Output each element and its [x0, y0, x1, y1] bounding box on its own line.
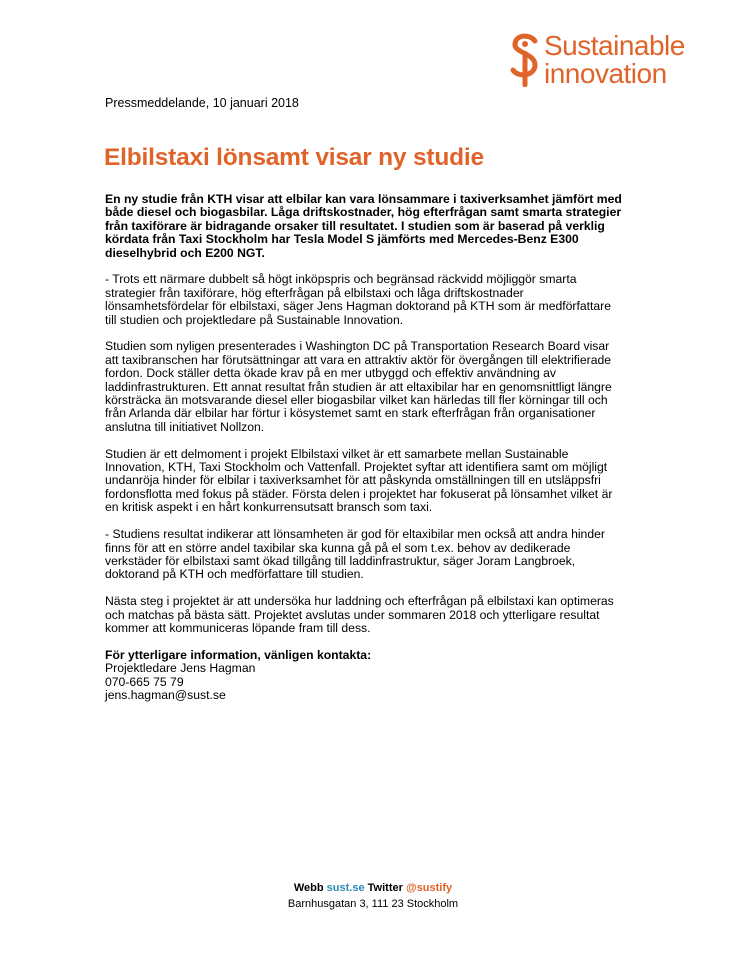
- contact-phone: 070-665 75 79: [105, 674, 184, 689]
- contact-email: jens.hagman@sust.se: [105, 687, 226, 702]
- contact-block: [105, 649, 625, 703]
- footer-web-label: Webb: [293, 882, 324, 894]
- logo-mark-icon: [508, 32, 542, 90]
- body-paragraph: - Studiens resultat indikerar att lönsamheten är god för eltaxibilar men också att andra hinder finns för att en större andel taxibilar ska kunna gå på el som t.ex. behov av dedikerade verkstäder för elbilstaxi samt ökad tillgång till laddinfrastruktur, säger Joram Langbroek, doktorand på KTH och medförfattare till studien.: [105, 527, 605, 582]
- contact-heading: För ytterligare information, vänligen kontakta:: [105, 647, 372, 662]
- footer-links: [0, 880, 746, 896]
- footer-twitter-label: Twitter: [367, 882, 403, 894]
- headline: Elbilstaxi lönsamt visar ny studie: [104, 144, 484, 171]
- body-paragraph: Studien som nyligen presenterades i Washington DC på Transportation Research Board visar att taxibranschen har förutsättningar att vara en attraktiv aktör för övergången till elektrifierade fordon. Dock ställer detta ökade krav på en mer utbyggd och effektiv användning av laddinfrastrukturen. Ett annat resultat från studien är att eltaxibilar har en genomsnittligt längre körsträcka än motsvarande diesel eller biogasbilar vilket kan härledas till fler körningar till och från Arlanda där elbilar har förtur i kösystemet samt en stark efterfrågan från organisationer anslutna till initiativet Nollzon.: [105, 339, 612, 434]
- press-release-dateline: Pressmeddelande, 10 januari 2018: [105, 96, 299, 110]
- sustainable-innovation-logo: [508, 30, 730, 94]
- logo-wordmark: [544, 32, 685, 88]
- footer-web-link[interactable]: sust.se: [326, 882, 365, 894]
- article-body: [105, 193, 625, 702]
- contact-name: Projektledare Jens Hagman: [105, 661, 256, 676]
- body-paragraph: - Trots ett närmare dubbelt så högt inköpspris och begränsad räckvidd möjliggör smarta strategier från taxiförare, hög efterfrågan på elbilstaxi och låga driftskostnader lönsamhetsfördelar för elbilstaxi, säger Jens Hagman doktorand på KTH som är medförfattare till studien och projektledare på Sustainable Innovation.: [105, 272, 612, 327]
- lead-paragraph: En ny studie från KTH visar att elbilar kan vara lönsammare i taxiverksamhet jämfört med både diesel och biogasbilar. Låga driftskostnader, hög efterfrågan samt smarta strategier från taxiförare är bidragande orsaker till resultatet. I studien som är baserad på verklig kördata från Taxi Stockholm har Tesla Model S jämförts med Mercedes-Benz E300 dieselhybrid och E200 NGT.: [105, 192, 622, 260]
- footer: [0, 880, 746, 912]
- footer-twitter-link[interactable]: @sustify: [405, 882, 453, 894]
- logo-line-1: Sustainable: [544, 30, 685, 61]
- logo-line-2: innovation: [544, 58, 667, 89]
- body-paragraph: Nästa steg i projektet är att undersöka hur laddning och efterfrågan på elbilstaxi kan optimeras och matchas på bästa sätt. Projektet avslutas under sommaren 2018 och ytterligare resultat kommer att kommuniceras löpande fram till dess.: [105, 594, 614, 635]
- footer-address: Barnhusgatan 3, 111 23 Stockholm: [287, 898, 459, 910]
- body-paragraph: Studien är ett delmoment i projekt Elbilstaxi vilket är ett samarbete mellan Sustainable Innovation, KTH, Taxi Stockholm och Vattenfall. Projektet syftar att identifiera samt om möjligt undanröja hinder för elbilar i taxiverksamhet för att påskynda omställningen till en utsläppsfri fordonsflotta med fokus på städer. Första delen i projektet har fokuserat på lönsamhet vilket är en kritisk aspekt i en hårt konkurrensutsatt bransch som taxi.: [105, 446, 613, 515]
